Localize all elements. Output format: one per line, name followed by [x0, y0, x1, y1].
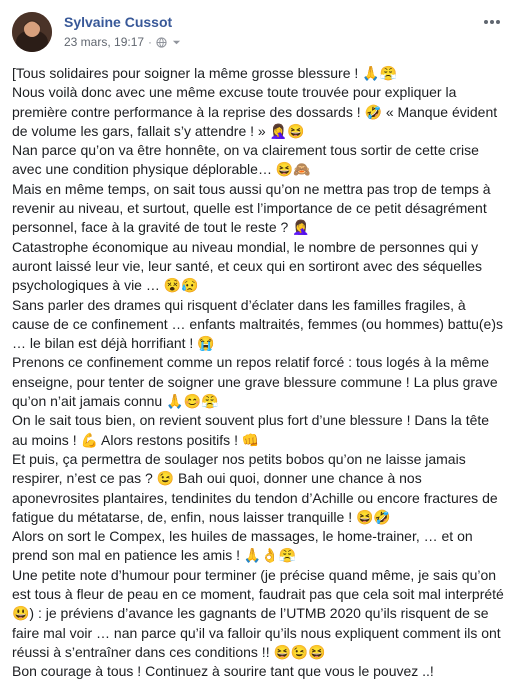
post-paragraph: Nous voilà donc avec une même excuse toute trouvée pour expliquer la première contre performance à la reprise des dossards ! 🤣 « Manque évident de volume les gars, fallait s’y attendre ! » 🤦‍♀️😆	[12, 84, 498, 139]
post-paragraph: Une petite note d’humour pour terminer (je précise quand même, je sais qu’on est tous à fleur de peau en ce moment, faudrait pas que cela soit mal interprété 😃) : je préviens d’avance les gagnants de l’UTMB 2020 qu’ils risquent de se faire mal voir … nan parce qu’il va falloir qu’ils nous expliquent comment ils ont réussi à s’entraîner dans ces conditions !! 😆😉😆	[12, 566, 504, 660]
post-paragraph: Bon courage à tous ! Continuez à sourire tant que vous le pouvez ..!	[12, 663, 434, 680]
post-paragraph: Alors on sort le Compex, les huiles de massages, le home-trainer, … et on prend son mal en patience les amis ! 🙏👌😤	[12, 528, 473, 564]
post-paragraph: Mais en même temps, on sait tous aussi qu’on ne mettra pas trop de temps à revenir au niveau, et surtout, quelle est l’importance de ce petit désagrément personnel, face à la gravité de tout le reste ? 🤦‍♀️	[12, 180, 491, 236]
post-body	[12, 64, 506, 682]
more-horizontal-icon	[483, 19, 501, 25]
post-paragraph: Et puis, ça permettra de soulager nos petits bobos qu’on ne laisse jamais respirer, n’est ce pas ? 😉 Bah oui quoi, donner une chance à nos aponevrosites plantaires, tendinites du tendon d’Achille ou encore fractures de fatigue du métatarse, de, enfin, nous laisser tranquille ! 😆🤣	[12, 450, 498, 525]
post-paragraph: [Tous solidaires pour soigner la même grosse blessure ! 🙏😤	[12, 65, 398, 81]
post-meta	[64, 35, 181, 49]
post-paragraph: Catastrophe économique au niveau mondial, le nombre de personnes qui y auront laissé leur vie, leur santé, et ceux qui en sortiront avec des séquelles psychologiques à vie … 😵😥	[12, 238, 483, 294]
more-options-button[interactable]	[480, 12, 504, 32]
post-paragraph: Nan parce qu’on va être honnête, on va clairement tous sortir de cette crise avec une condition physique déplorable… 😆🙈	[12, 142, 479, 178]
chevron-down-icon[interactable]	[172, 38, 181, 47]
post-timestamp[interactable]: 23 mars, 19:17	[64, 35, 145, 49]
post-header	[12, 12, 506, 56]
post-paragraph: Sans parler des drames qui risquent d’éclater dans les familles fragiles, à cause de ce confinement … enfants maltraités, femmes (ou hommes) battu(e)s … le bilan est déjà horrifiant ! 😭	[12, 296, 503, 352]
author-avatar[interactable]	[12, 12, 52, 52]
meta-separator: ·	[148, 35, 153, 49]
profile-photo-icon	[12, 12, 52, 52]
author-name[interactable]: Sylvaine Cussot	[64, 14, 173, 30]
globe-icon[interactable]	[156, 37, 167, 48]
post-paragraph: Prenons ce confinement comme un repos relatif forcé : tous logés à la même enseigne, pour tenter de soigner une grave blessure commune ! La plus grave qu’on n’ait jamais connu 🙏😊😤	[12, 354, 498, 410]
post-paragraph: On le sait tous bien, on revient souvent plus fort d’une blessure ! Dans la tête au moins ! 💪 Alors restons positifs ! 👊	[12, 412, 490, 448]
